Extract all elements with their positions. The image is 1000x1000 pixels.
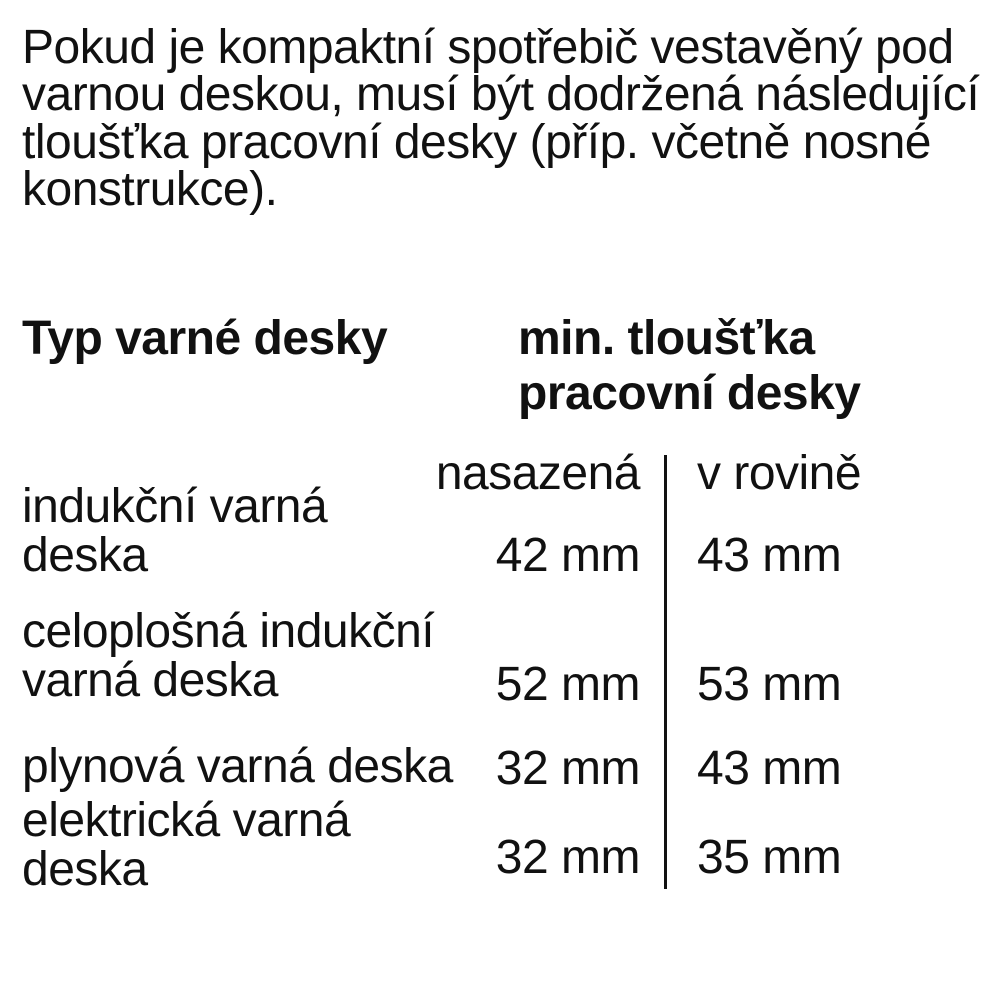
row-label-line: elektrická varná [22, 794, 351, 847]
table-header-min-thickness-line-1: min. tloušťka [518, 312, 815, 365]
subheader-flush: v rovině [697, 447, 862, 500]
row-value-full-surface-mounted: 52 mm [495, 658, 640, 711]
row-label-line: deska [22, 529, 148, 582]
intro-line-2: varnou deskou, musí být dodržená následující [22, 68, 980, 122]
table-header-min-thickness [518, 311, 861, 421]
row-label-line: plynová varná deska [22, 740, 453, 793]
row-value-gas-mounted: 32 mm [495, 742, 640, 795]
intro-line-1: Pokud je kompaktní spotřebič vestavěný pod [22, 21, 954, 74]
row-value-gas-flush: 43 mm [697, 742, 842, 795]
row-label-induction-hob [22, 482, 327, 580]
row-label-line: indukční varná [22, 480, 328, 533]
intro-paragraph [22, 21, 980, 216]
row-value-electric-mounted: 32 mm [495, 831, 640, 884]
intro-line-3: tloušťka pracovní desky (příp. včetně nosné [22, 115, 931, 169]
intro-line-4: konstrukce). [22, 162, 278, 216]
row-value-full-surface-flush: 53 mm [697, 658, 842, 711]
row-label-electric-hob [22, 796, 350, 894]
row-label-line: deska [22, 843, 148, 896]
row-label-full-surface-induction-hob [22, 607, 434, 705]
column-divider-line [664, 455, 667, 889]
row-value-induction-mounted: 42 mm [495, 529, 640, 582]
row-value-induction-flush: 43 mm [697, 529, 842, 582]
row-label-gas-hob [22, 742, 453, 791]
table-header-hob-type: Typ varné desky [22, 312, 388, 365]
row-label-line: celoplošná indukční [22, 605, 435, 658]
table-header-min-thickness-line-2: pracovní desky [518, 367, 861, 420]
row-label-line: varná deska [22, 654, 278, 707]
row-value-electric-flush: 35 mm [697, 831, 842, 884]
subheader-mounted: nasazená [435, 447, 640, 500]
